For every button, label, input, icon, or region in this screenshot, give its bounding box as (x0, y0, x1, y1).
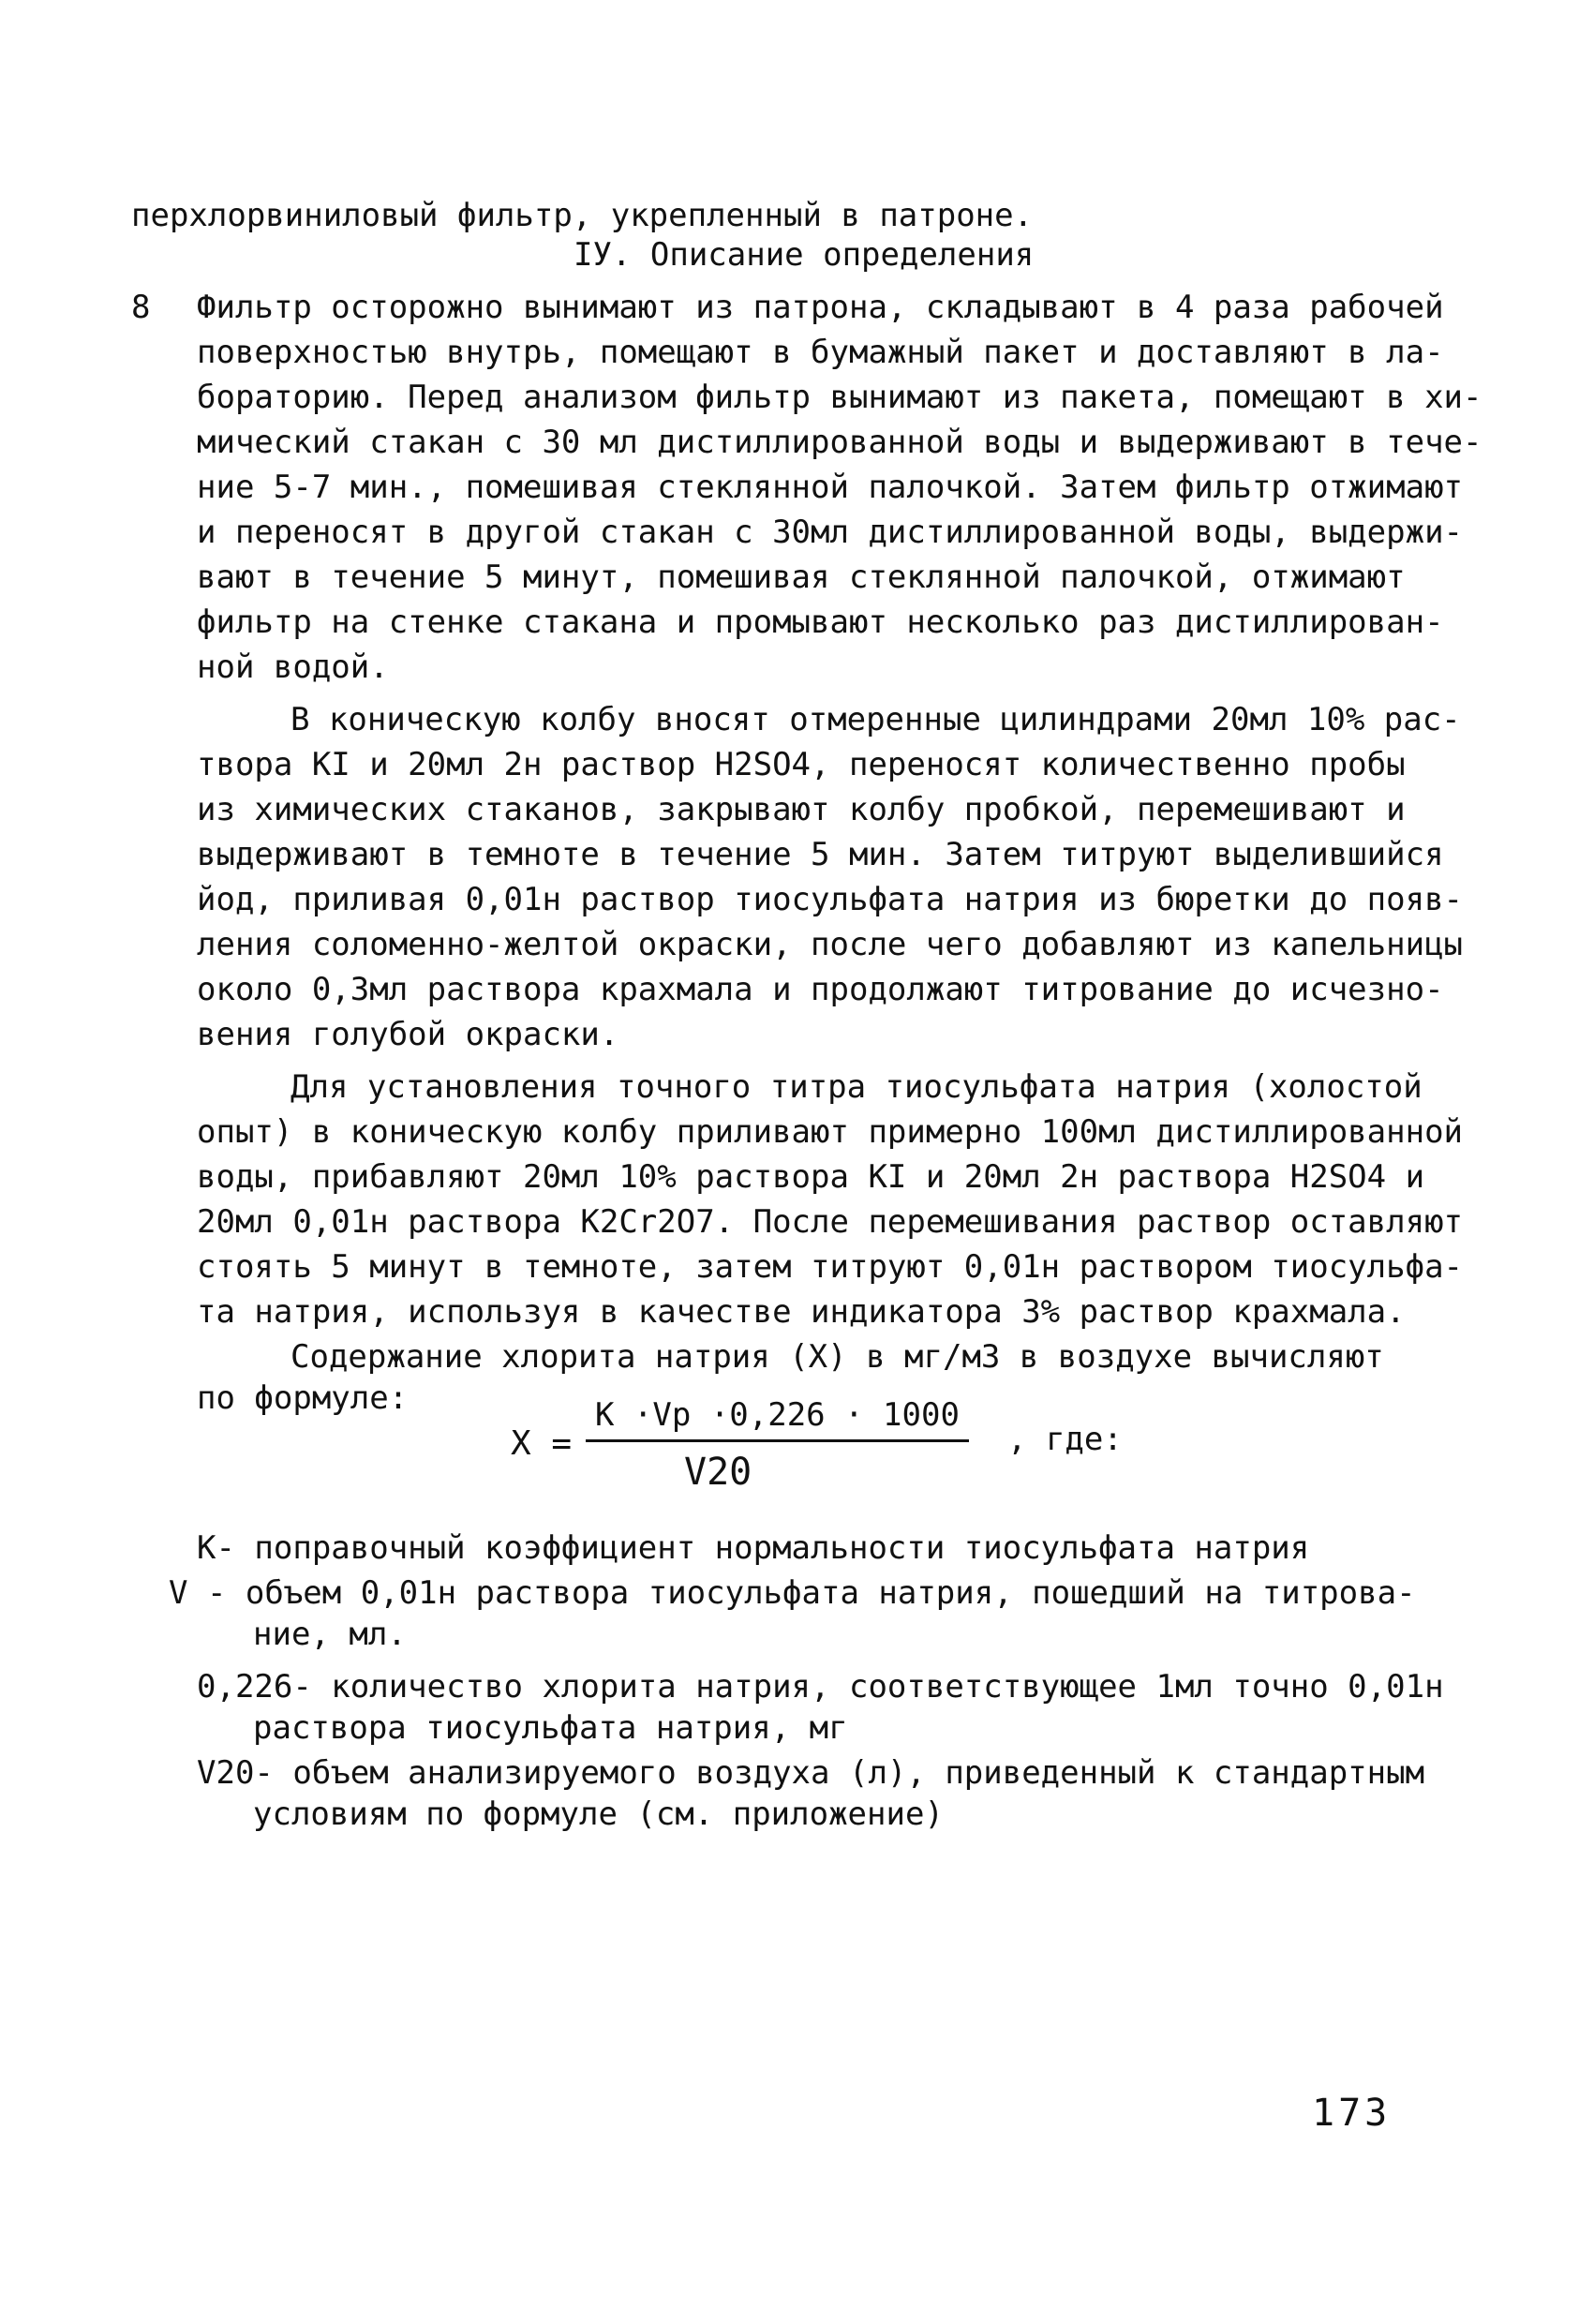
definition-line: условиям по формуле (см. приложение) (253, 1795, 944, 1833)
text-line: вения голубой окраски. (197, 1016, 619, 1053)
text-line: ной водой. (197, 648, 389, 686)
text-line: В коническую колбу вносят отмеренные цилиндрами 20мл 10% рас- (290, 701, 1461, 738)
text-line: перхлорвиниловый фильтр, укрепленный в патроне. (131, 197, 1034, 234)
formula-tail: , где: (1007, 1421, 1123, 1458)
text-line: фильтр на стенке стакана и промывают несколько раз дистиллирован- (197, 603, 1444, 641)
section-heading: IУ. Описание определения (574, 236, 1035, 274)
text-line: вают в течение 5 минут, помешивая стеклянной палочкой, отжимают (197, 559, 1406, 596)
text-line: ления соломенно-желтой окраски, после чего добавляют из капельницы (197, 926, 1464, 963)
definition-line: V20- объем анализируемого воздуха (л), приведенный к стандартным (197, 1754, 1425, 1792)
formula-lhs: X = (511, 1424, 573, 1463)
text-line: из химических стаканов, закрывают колбу пробкой, перемешивают и (197, 791, 1406, 828)
formula-denominator: V20 (684, 1451, 752, 1494)
definition-line: ние, мл. (253, 1616, 407, 1653)
page-number: 173 (1312, 2092, 1392, 2135)
formula-numerator: K ·Vp ·0,226 · 1000 (586, 1396, 969, 1442)
text-line: Фильтр осторожно вынимают из патрона, складывают в 4 раза рабочей (197, 289, 1444, 326)
definition-line: V - объем 0,01н раствора тиосульфата натрия, пошедший на титрова- (169, 1574, 1416, 1612)
text-line: по формуле: (197, 1379, 409, 1417)
text-line: твора KI и 20мл 2н раствор H2SO4, переносят количественно пробы (197, 746, 1406, 783)
text-line: йод, приливая 0,01н раствор тиосульфата натрия из бюретки до появ- (197, 881, 1464, 918)
text-line: бораторию. Перед анализом фильтр вынимают из пакета, помещают в хи- (197, 379, 1482, 416)
text-line: около 0,3мл раствора крахмала и продолжают титрование до исчезно- (197, 971, 1444, 1008)
text-line: Для установления точного титра тиосульфата натрия (холостой (290, 1068, 1423, 1106)
definition-line: раствора тиосульфата натрия, мг (253, 1709, 848, 1747)
text-line: та натрия, используя в качестве индикатора 3% раствор крахмала. (197, 1293, 1406, 1331)
text-line: выдерживают в темноте в течение 5 мин. Затем титруют выделившийся (197, 836, 1444, 873)
text-line: Содержание хлорита натрия (X) в мг/м3 в воздухе вычисляют (290, 1338, 1384, 1376)
text-line: мический стакан с 30 мл дистиллированной воды и выдерживают в тече- (197, 424, 1482, 461)
definition-line: K- поправочный коэффициент нормальности тиосульфата натрия (197, 1529, 1310, 1567)
definition-line: 0,226- количество хлорита натрия, соответствующее 1мл точно 0,01н (197, 1668, 1444, 1706)
line-marker: 8 (131, 289, 151, 326)
formula (511, 1396, 1167, 1518)
text-line: ние 5-7 мин., помешивая стеклянной палочкой. Затем фильтр отжимают (197, 469, 1464, 506)
text-line: 20мл 0,01н раствора K2Cr2O7. После перемешивания раствор оставляют (197, 1203, 1464, 1241)
text-line: опыт) в коническую колбу приливают примерно 100мл дистиллированной (197, 1113, 1464, 1151)
text-line: поверхностью внутрь, помещают в бумажный пакет и доставляют в ла- (197, 334, 1444, 371)
text-line: стоять 5 минут в темноте, затем титруют 0,01н раствором тиосульфа- (197, 1248, 1464, 1286)
text-line: воды, прибавляют 20мл 10% раствора KI и 20мл 2н раствора H2SO4 и (197, 1158, 1425, 1196)
text-line: и переносят в другой стакан с 30мл дистиллированной воды, выдержи- (197, 514, 1464, 551)
